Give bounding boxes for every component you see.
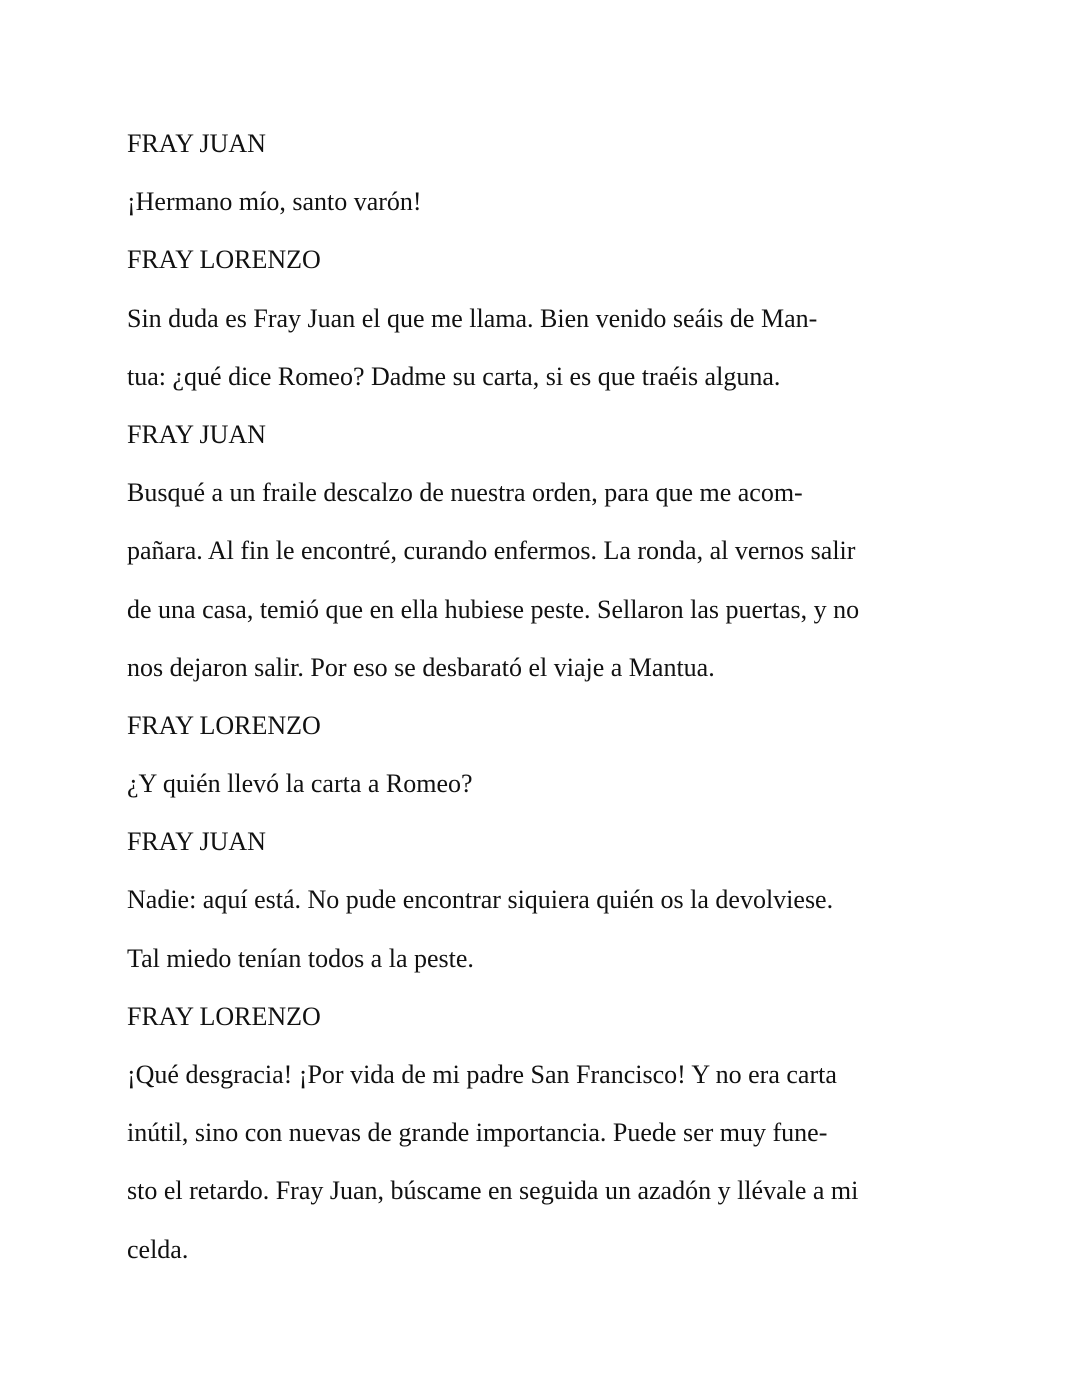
dialogue-line: celda. [127,1234,189,1264]
dialogue-line: sto el retardo. Fray Juan, búscame en seguida un azadón y llévale a mi [127,1176,859,1206]
dialogue-line: pañara. Al fin le encontré, curando enfermos. La ronda, al vernos salir [127,536,856,566]
dialogue-line: nos dejaron salir. Por eso se desbarató el viaje a Mantua. [127,652,715,682]
dialogue-line: inútil, sino con nuevas de grande importancia. Puede ser muy fune- [127,1118,828,1148]
speaker-name: FRAY LORENZO [127,245,321,275]
dialogue-line: ¿Y quién llevó la carta a Romeo? [127,769,473,799]
dialogue-line: tua: ¿qué dice Romeo? Dadme su carta, si es que traéis alguna. [127,361,781,391]
document-page [127,123,927,1287]
dialogue-line: de una casa, temió que en ella hubiese peste. Sellaron las puertas, y no [127,594,860,624]
dialogue-line: Sin duda es Fray Juan el que me llama. Bien venido seáis de Man- [127,303,818,333]
speaker-name: FRAY JUAN [127,129,266,158]
dialogue-line: ¡Qué desgracia! ¡Por vida de mi padre San Francisco! Y no era carta [127,1060,837,1089]
dialogue-line: Tal miedo tenían todos a la peste. [127,943,474,973]
speaker-name: FRAY LORENZO [127,1001,321,1031]
speaker-name: FRAY JUAN [127,419,266,449]
speaker-name: FRAY LORENZO [127,710,321,740]
dialogue-line: Nadie: aquí está. No pude encontrar siquiera quién os la devolviese. [127,885,834,915]
dialogue-line: ¡Hermano mío, santo varón! [127,187,422,217]
speaker-name: FRAY JUAN [127,827,266,857]
dialogue-line: Busqué a un fraile descalzo de nuestra orden, para que me acom- [127,478,803,508]
